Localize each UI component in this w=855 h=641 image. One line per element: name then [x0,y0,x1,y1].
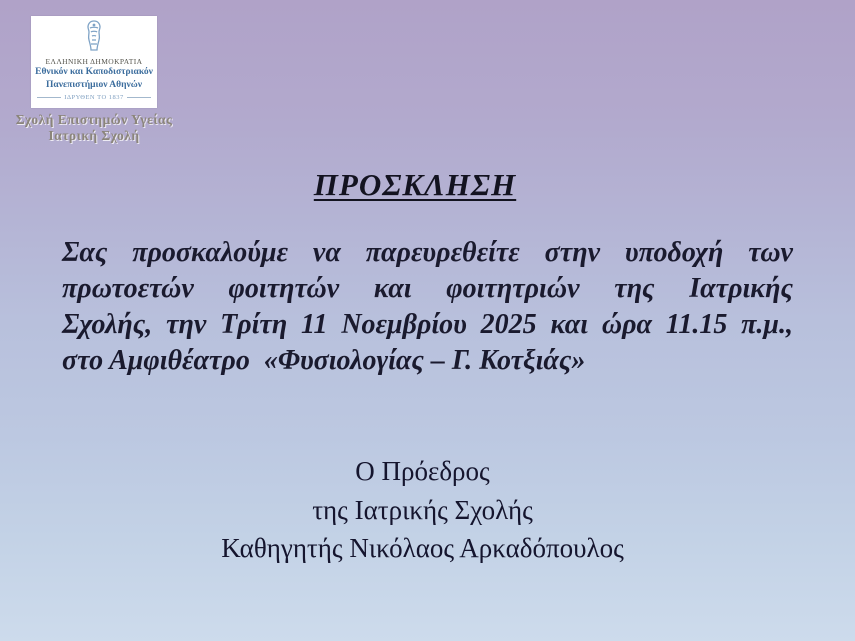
founded-dash-right [127,97,151,98]
medical-school-label: Ιατρική Σχολή [48,127,140,143]
founded-year-label: ΙΔΡΥΘΕΝ ΤΟ 1837 [64,94,124,101]
body-line-3: Σχολής, την Τρίτη 11 Νοεμβρίου 2025 και ώρα 11.15 π.μ., [62,309,793,340]
university-name-line2: Πανεπιστήμιον Αθηνών [46,79,142,90]
university-name-line1: Εθνικόν και Καποδιστριακόν [35,67,153,77]
signature-name-label: Καθηγητής Νικόλαος Αρκαδόπουλος [221,533,624,563]
hellenic-republic-label: ΕΛΛΗΝΙΚΗ ΔΗΜΟΚΡΑΤΙΑ [45,57,143,66]
signature-school-label: της Ιατρικής Σχολής [312,494,533,525]
invitation-title-row [0,167,830,203]
school-of-health-sciences-label: Σχολή Επιστημών Υγείας [15,112,173,127]
school-lines [2,112,186,143]
university-logo-block [15,16,173,143]
athena-emblem-icon [82,19,106,55]
signature-block [0,452,845,568]
invitation-title: ΠΡΟΣΚΛΗΣΗ [313,167,517,202]
invitation-body [62,235,793,379]
founded-dash-left [37,97,61,98]
signature-role-label: Ο Πρόεδρος [355,456,490,486]
body-line-2: πρωτοετών φοιτητών και φοιτητριών της Ιατρικής [62,273,793,304]
body-line-4: στο Αμφιθέατρο «Φυσιολογίας – Γ. Κοτξιάς» [62,345,586,376]
body-line-1: Σας προσκαλούμε να παρευρεθείτε στην υποδοχή των [62,237,793,268]
university-logo-box [31,16,157,108]
founded-row [31,94,157,101]
